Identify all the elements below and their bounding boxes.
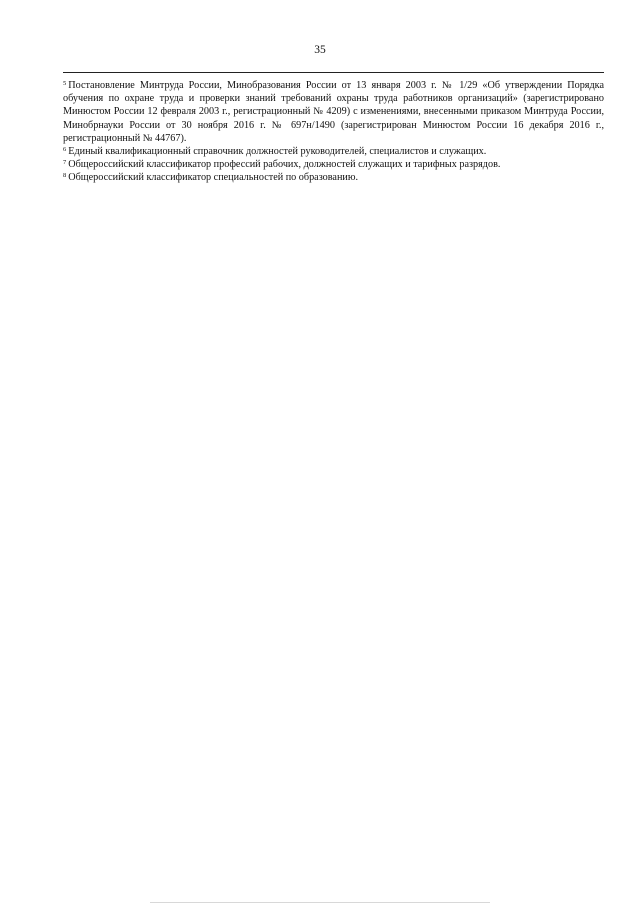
footnote-7 <box>63 158 604 171</box>
footnote-text: Общероссийский классификатор специальностей по образованию. <box>68 172 359 184</box>
page-number: 35 <box>314 44 326 56</box>
footnote-6 <box>63 145 604 158</box>
footnote-marker: 8 <box>63 172 67 180</box>
footnote-marker: 5 <box>63 80 67 87</box>
footnote-separator <box>63 72 604 73</box>
footnotes-section <box>63 79 604 185</box>
footnote-8 <box>63 171 604 184</box>
footnote-5 <box>63 79 604 145</box>
footnote-marker: 6 <box>63 146 67 154</box>
scan-edge-line <box>150 902 490 903</box>
footnote-text: Общероссийский классификатор профессий рабочих, должностей служащих и тарифных разрядов. <box>68 159 501 171</box>
footnote-text: Постановление Минтруда России, Минобразования России от 13 января 2003 г. № 1/29 «Об утверждении Порядка обучения по охране труда и проверки знаний требований охраны труда работников организаций» (зарегистрировано Минюстом России 12 февраля 2003 г., регистрационный № 4209) с изменениями, внесенными приказом Минтруда России, Минобрнауки России от 30 ноября 2016 г. № 697н/1490 (зарегистрирован Минюстом России 16 декабря 2016 г., регистрационный № 44767). <box>63 80 604 144</box>
footnote-marker: 7 <box>63 159 67 167</box>
footnote-text: Единый квалификационный справочник должностей руководителей, специалистов и служащих. <box>68 146 487 158</box>
